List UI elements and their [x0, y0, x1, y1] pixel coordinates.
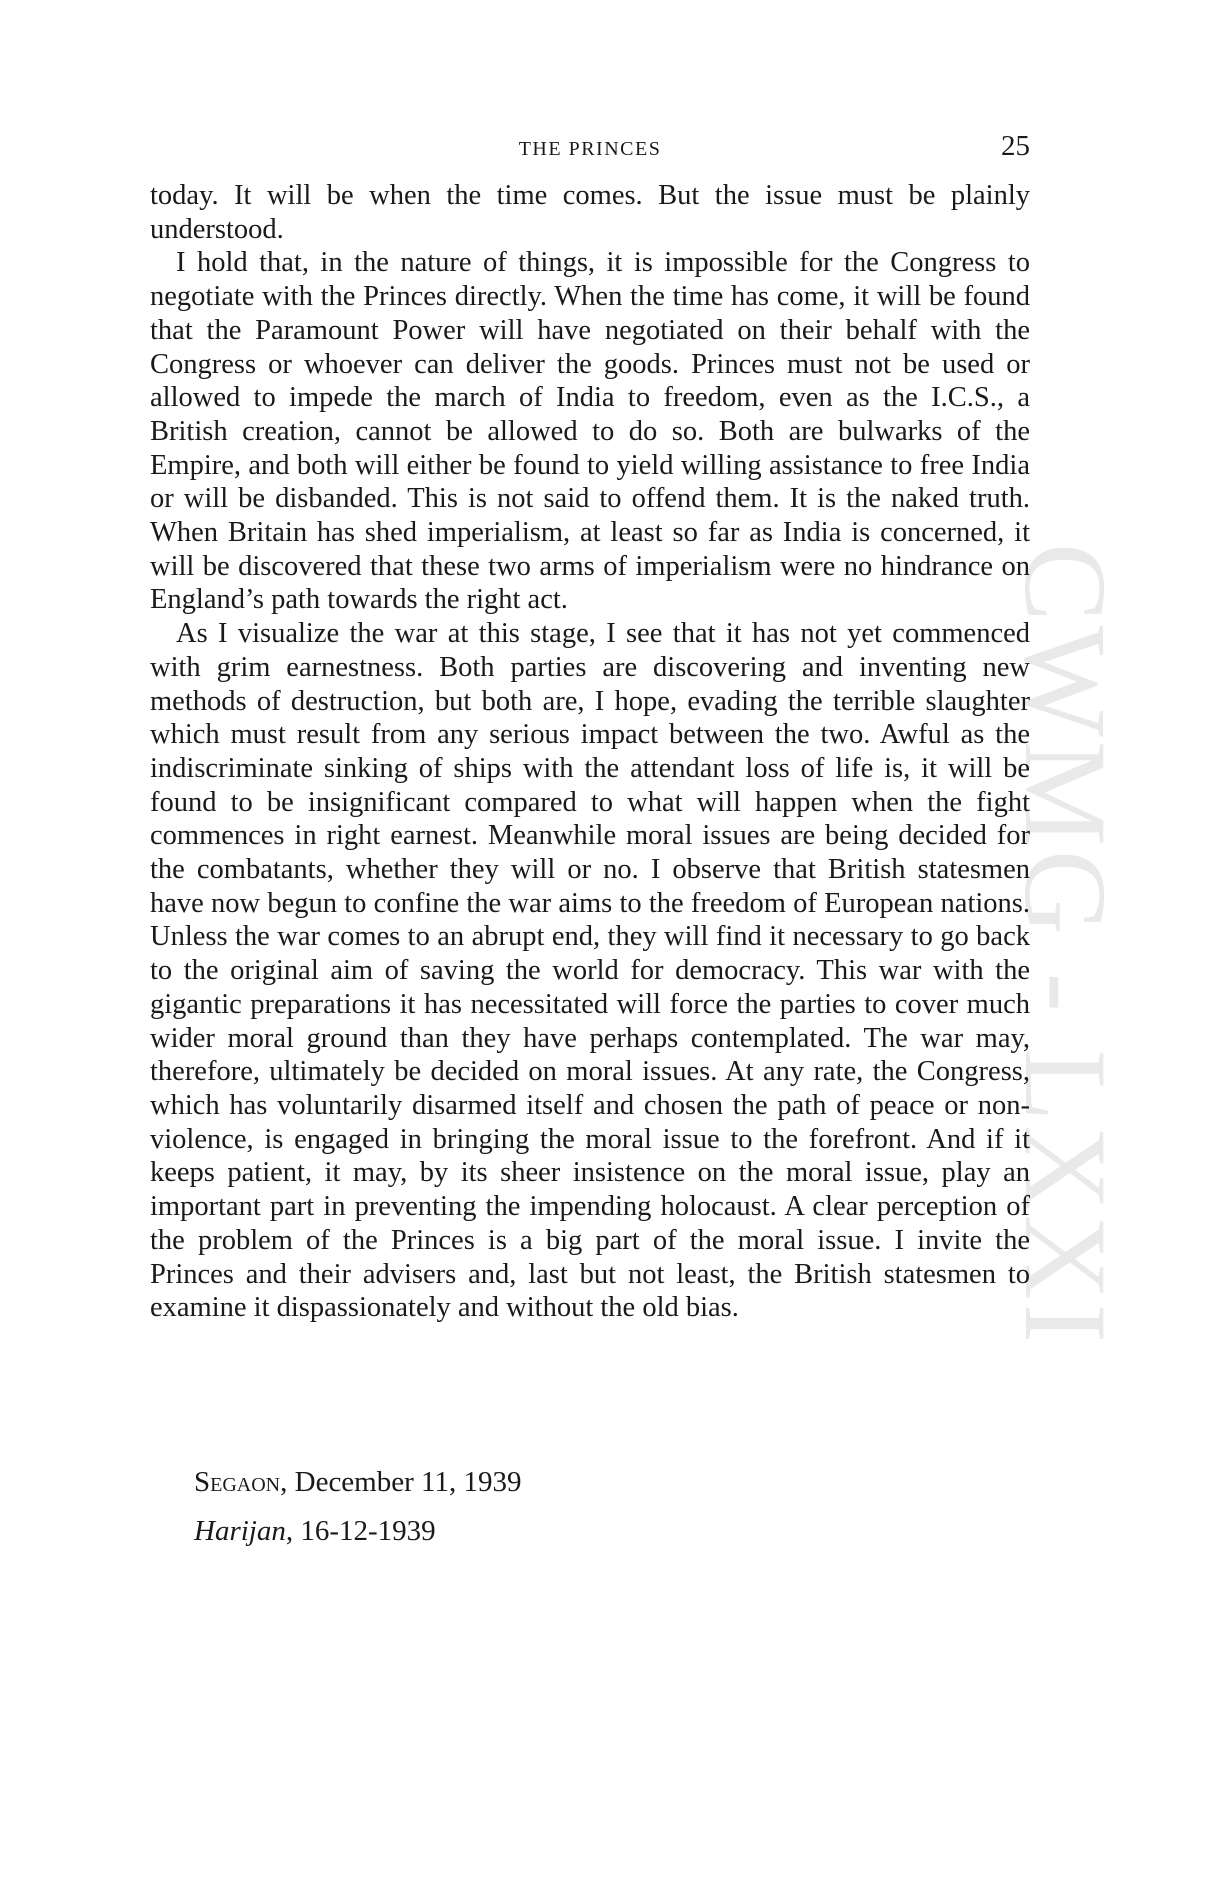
- body-text: [150, 179, 1030, 1325]
- watermark-text: CWMG - LXXI: [1000, 542, 1132, 1348]
- dateline: [194, 1466, 521, 1499]
- running-title: THE PRINCES: [518, 138, 662, 160]
- dateline-place: Segaon: [194, 1466, 281, 1498]
- source-citation: [194, 1515, 436, 1548]
- paragraph-1: today. It will be when the time comes. But the issue must be plainly understood.: [150, 180, 1030, 245]
- source-issue-date: , 16-12-1939: [285, 1515, 436, 1547]
- running-head: [150, 130, 1030, 170]
- paragraph-2: I hold that, in the nature of things, it is impossible for the Congress to negotiate with the Princes directly. When the time has come, it will be found that the Paramount Power will have negotiated on their behalf with the Congress or whoever can deliver the goods. Princes must not be used or allowed to impede the march of India to freedom, even as the I.C.S., a British creation, cannot be allowed to do so. Both are bulwarks of the Empire, and both will either be found to yield willing assistance to free India or will be disbanded. This is not said to offend them. It is the naked truth. When Britain has shed imperialism, at least so far as India is concerned, it will be discovered that these two arms of imperialism were no hindrance on England’s path towards the right act.: [150, 247, 1030, 616]
- page-number: 25: [1001, 130, 1030, 162]
- paragraph-3: As I visualize the war at this stage, I see that it has not yet commenced with grim earnestness. Both parties are discovering and inventing new methods of destruction, but both are, I hope, evading the terrible slaughter which must result from any serious impact between the two. Awful as the indiscriminate sinking of ships with the attendant loss of life is, it will be found to be insignificant compared to what will happen when the fight commences in right earnest. Meanwhile moral issues are being decided for the combatants, whether they will or no. I observe that British statesmen have now begun to confine the war aims to the freedom of European nations. Unless the war comes to an abrupt end, they will find it necessary to go back to the original aim of saving the world for democracy. This war with the gigantic preparations it has necessitated will force the parties to cover much wider moral ground than they have perhaps contemplated. The war may, therefore, ultimately be decided on moral issues. At any rate, the Congress, which has voluntarily disarmed itself and chosen the path of peace or non-violence, is engaged in bringing the moral issue to the forefront. And if it keeps patient, it may, by its sheer insistence on the moral issue, play an important part in preventing the impending holocaust. A clear perception of the problem of the Princes is a big part of the moral issue. I invite the Princes and their advisers and, last but not least, the British statesmen to examine it dispassionately and without the old bias.: [150, 618, 1030, 1324]
- dateline-date: , December 11, 1939: [280, 1466, 522, 1498]
- source-journal: Harijan: [194, 1515, 286, 1547]
